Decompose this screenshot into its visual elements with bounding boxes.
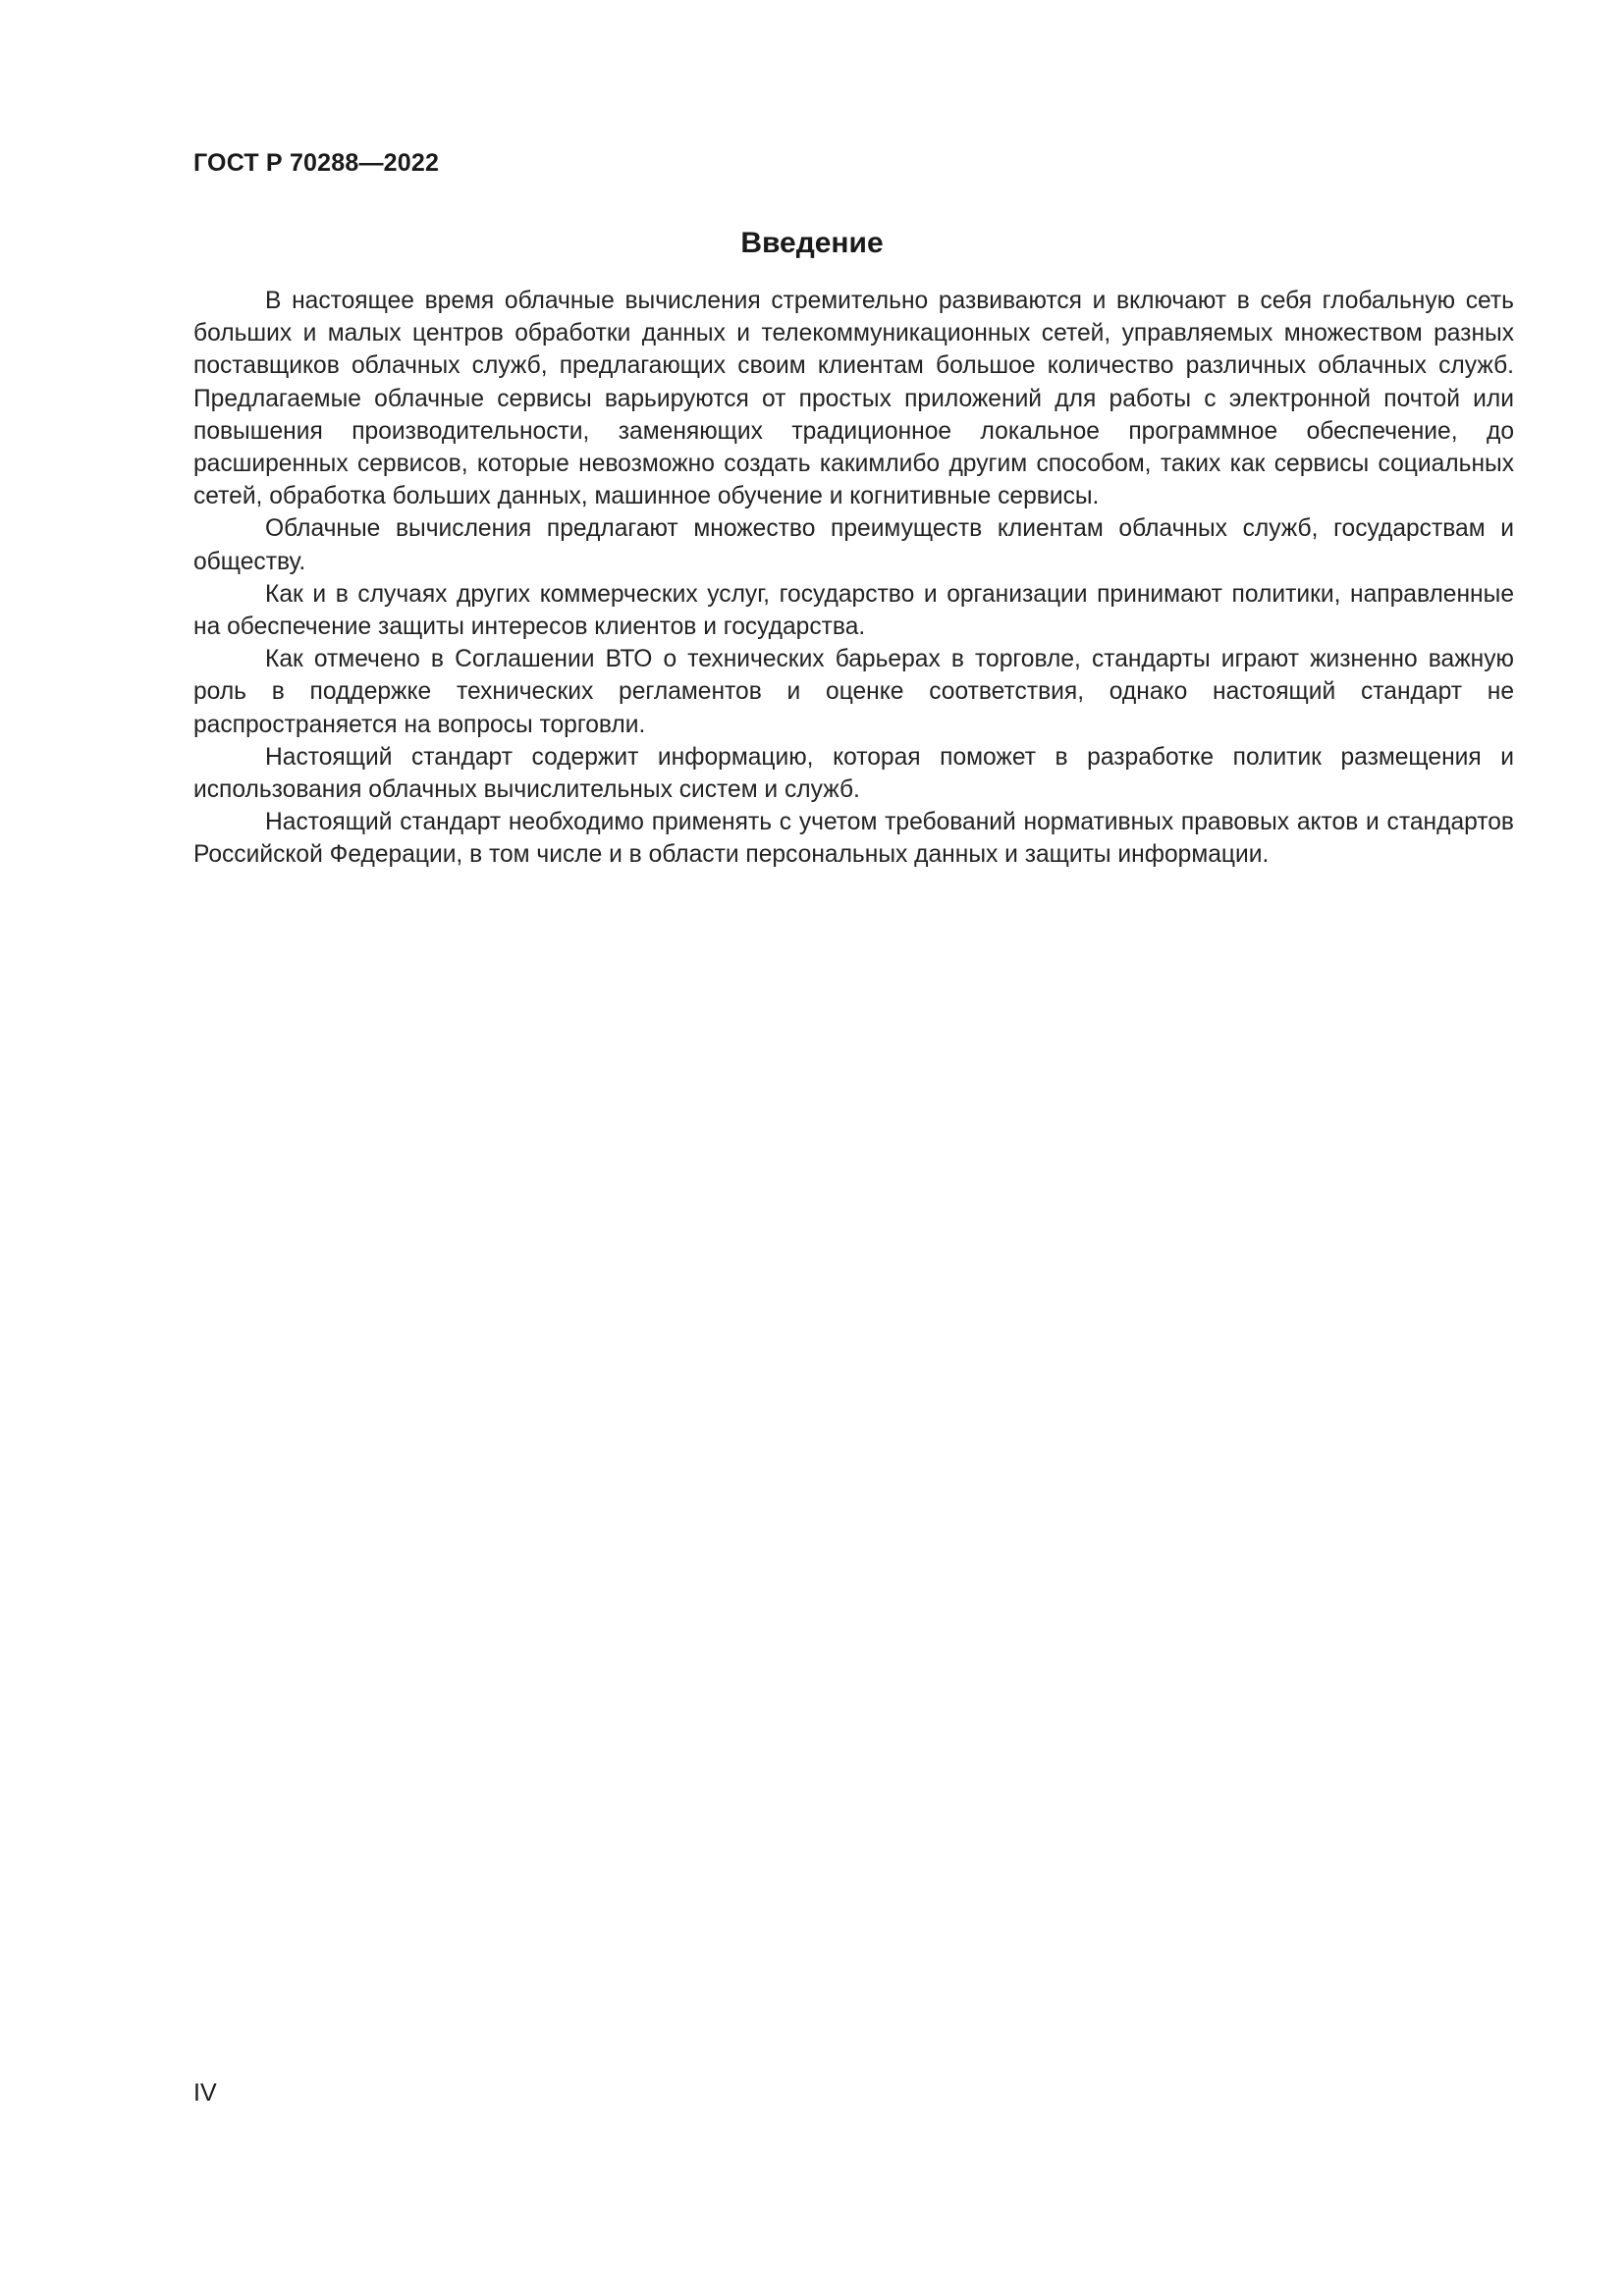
page-number: IV xyxy=(193,2079,217,2107)
section-title: Введение xyxy=(740,227,884,259)
introduction-body xyxy=(193,285,1514,872)
paragraph-5: Настоящий стандарт содержит информацию, которая поможет в разработке политик размещения и использования облачных вычислительных систем и служб. xyxy=(193,743,1514,804)
paragraph-6: Настоящий стандарт необходимо применять с учетом требований нормативных правовых актов и стандартов Российской Федерации, в том числе и в области персональных данных и защиты информации. xyxy=(193,809,1514,869)
standard-id-header: ГОСТ Р 70288—2022 xyxy=(193,149,440,177)
paragraph-4: Как отмечено в Соглашении ВТО о технических барьерах в торговле, стандарты играют жизненно важную роль в поддержке технических регламентов и оценке соответствия, однако настоящий стандарт не распространяется на вопросы торговли. xyxy=(193,646,1514,738)
paragraph-3: Как и в случаях других коммерческих услуг, государство и организации принимают политики, направленные на обеспечение защиты интересов клиентов и государства. xyxy=(193,580,1514,641)
paragraph-1: В настоящее время облачные вычисления стремительно развиваются и включают в себя глобальную сеть больших и малых центров обработки данных и телекоммуникационных сетей, управляемых множеством разных поставщиков облачных служб, предлагающих своим клиентам большое количество различных облачных служб. Предлагаемые облачные сервисы варьируются от простых приложений для работы с электронной почтой или повышения производительности, заменяющих традиционное локальное программное обеспечение, до расширенных сервисов, которые невозможно создать какимлибо другим способом, таких как сервисы социальных сетей, обработка больших данных, машинное обучение и когнитивные сервисы. xyxy=(193,288,1514,510)
paragraph-2: Облачные вычисления предлагают множество преимуществ клиентам облачных служб, государствам и обществу. xyxy=(193,515,1514,575)
